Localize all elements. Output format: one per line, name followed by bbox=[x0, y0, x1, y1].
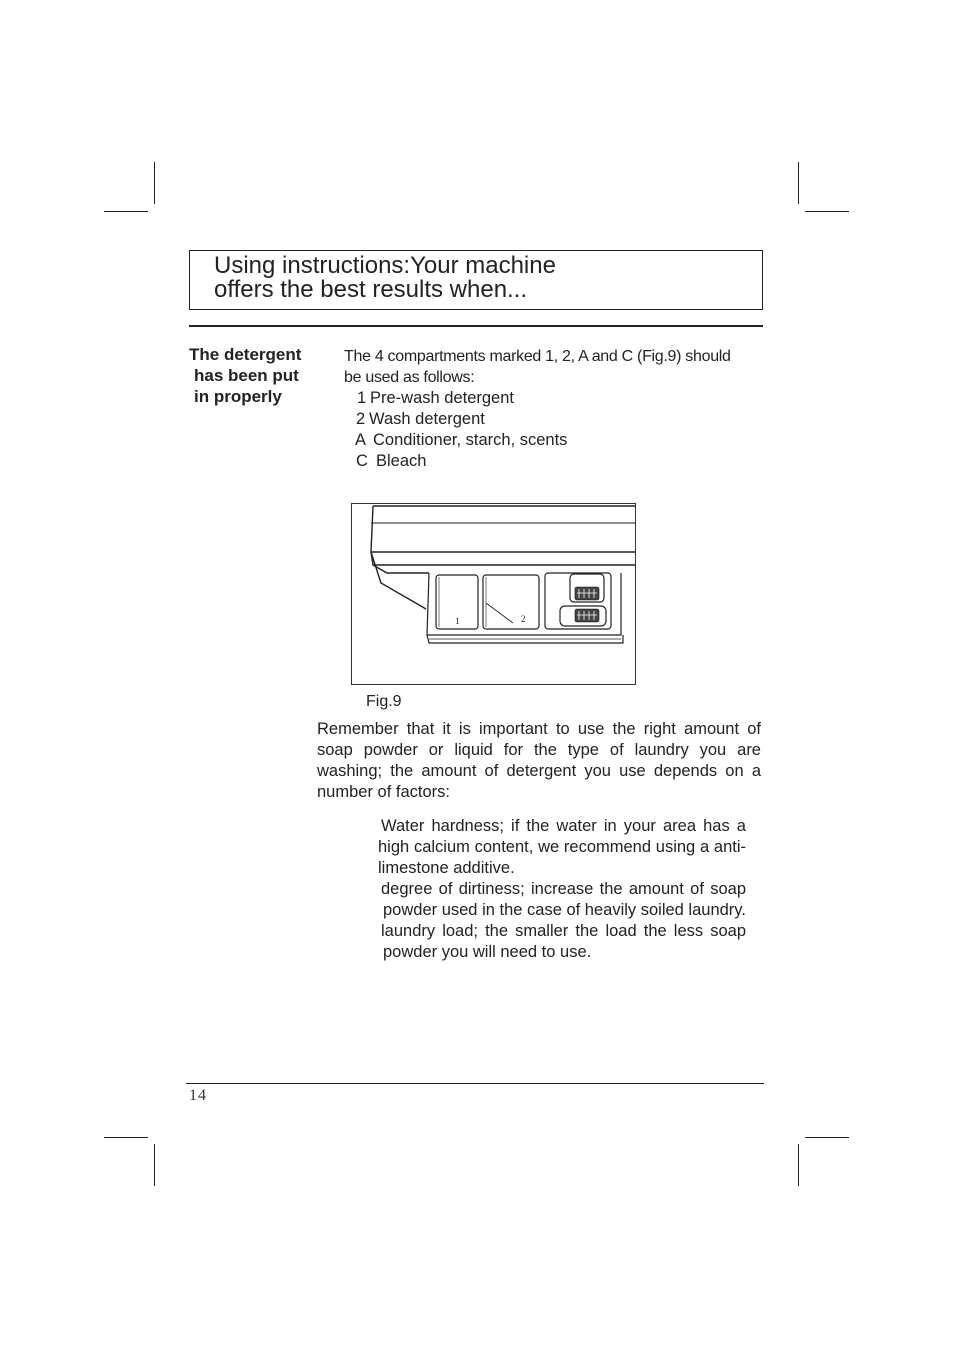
page-title-box bbox=[189, 250, 763, 310]
crop-mark bbox=[805, 1137, 849, 1138]
crop-mark bbox=[104, 211, 148, 212]
intro-line: be used as follows: bbox=[344, 369, 475, 386]
dispenser-tray bbox=[427, 573, 623, 643]
section-heading-line: in properly bbox=[194, 387, 282, 406]
crop-mark bbox=[798, 1144, 799, 1186]
compartment-key: C bbox=[356, 452, 368, 470]
compartment-label-1: 1 bbox=[455, 616, 460, 626]
page-title bbox=[214, 254, 556, 302]
compartment-list bbox=[355, 388, 567, 472]
detergent-drawer-figure bbox=[351, 503, 636, 685]
list-item: Water hardness; if the water in your area has a high calcium content, we recommend using a anti-limestone additive. bbox=[378, 817, 746, 877]
section-heading-line: has been put bbox=[194, 366, 299, 385]
body-paragraph: Remember that it is important to use the right amount of soap powder or liquid for the type of laundry you are washing; the amount of detergent you use depends on a number of factors: bbox=[317, 720, 761, 801]
intro-text bbox=[344, 346, 764, 388]
compartment-label: Wash detergent bbox=[369, 410, 485, 428]
crop-mark bbox=[154, 1144, 155, 1186]
compartment-label: Pre-wash detergent bbox=[370, 389, 514, 407]
intro-line: The 4 compartments marked 1, 2, A and C (Fig.9) should bbox=[344, 348, 731, 365]
section-heading bbox=[189, 344, 324, 407]
crop-mark bbox=[798, 162, 799, 204]
compartment-label-2: 2 bbox=[521, 614, 526, 624]
footer-divider bbox=[186, 1083, 764, 1084]
compartment-key: 2 bbox=[356, 410, 366, 428]
page-title-line-2: offers the best results when... bbox=[214, 276, 528, 303]
factors-list bbox=[378, 816, 746, 963]
crop-mark bbox=[154, 162, 155, 204]
page-number: 14 bbox=[189, 1087, 207, 1104]
list-item: degree of dirtiness; increase the amount of soap powder used in the case of heavily soiled laundry. bbox=[381, 880, 746, 919]
list-item bbox=[355, 430, 567, 451]
siphon-grilles bbox=[575, 587, 599, 622]
page-title-line-1: Using instructions:Your machine bbox=[214, 252, 556, 279]
figure-caption: Fig.9 bbox=[366, 693, 402, 710]
list-item bbox=[355, 409, 567, 430]
list-item bbox=[355, 451, 567, 472]
crop-mark bbox=[805, 211, 849, 212]
compartment-key: 1 bbox=[357, 389, 367, 407]
compartment-key: A bbox=[355, 431, 367, 449]
list-item: laundry load; the smaller the load the less soap powder you will need to use. bbox=[381, 922, 746, 961]
section-heading-line: The detergent bbox=[189, 345, 302, 364]
list-item bbox=[355, 388, 567, 409]
section-divider bbox=[189, 325, 763, 327]
compartment-label: Conditioner, starch, scents bbox=[373, 431, 568, 449]
compartment-label: Bleach bbox=[376, 452, 427, 470]
crop-mark bbox=[104, 1137, 148, 1138]
